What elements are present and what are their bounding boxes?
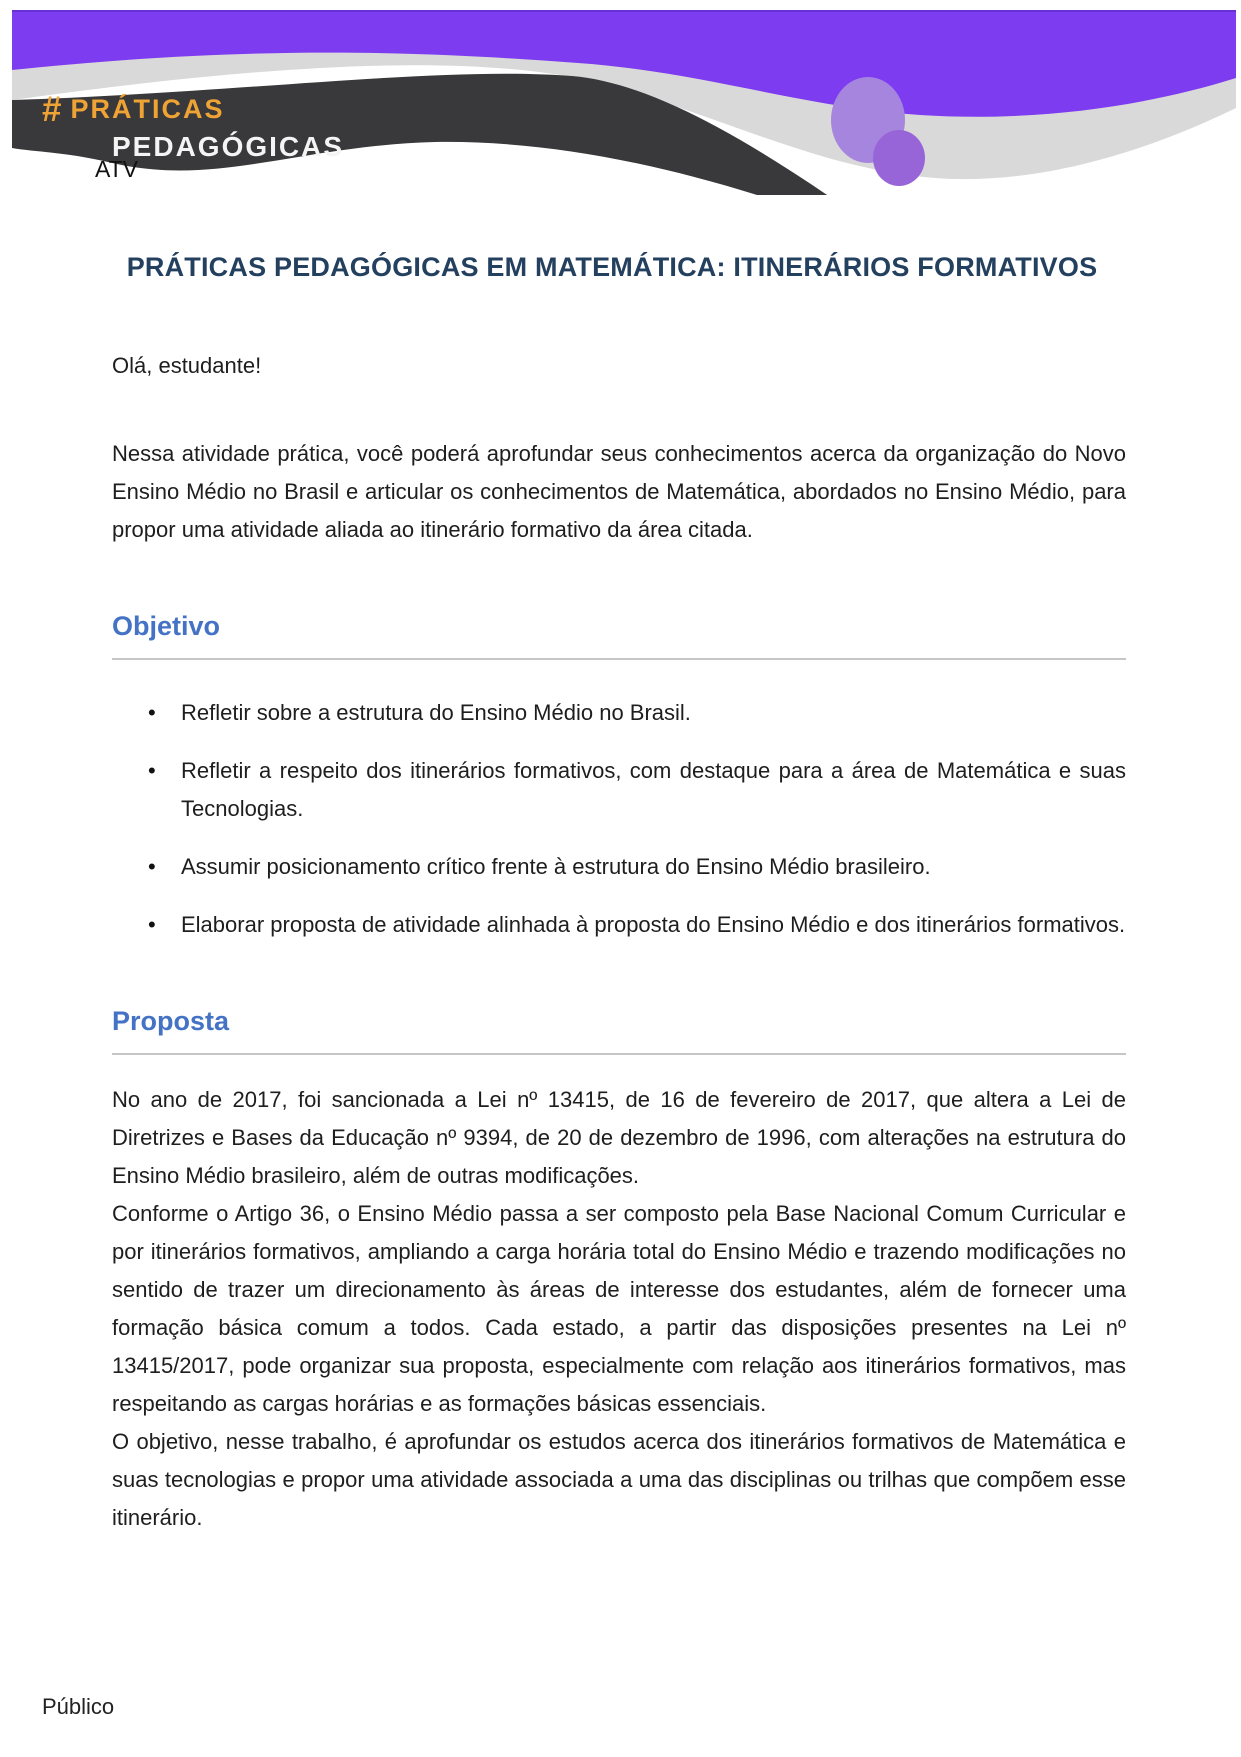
atv-tag: ATV bbox=[95, 156, 139, 182]
praticas-pedagogicas-logo bbox=[42, 92, 344, 161]
header-banner bbox=[0, 0, 1241, 195]
list-item bbox=[148, 752, 1126, 828]
list-item bbox=[148, 848, 1126, 886]
bullet-icon: • bbox=[148, 912, 156, 937]
list-item bbox=[148, 694, 1126, 732]
greeting-text: Olá, estudante! bbox=[112, 353, 262, 378]
classification-label: Público bbox=[42, 1694, 115, 1719]
intro-paragraph: Nessa atividade prática, você poderá aprofundar seus conhecimentos acerca da organização do Novo Ensino Médio no Brasil e articular os conhecimentos de Matemática, abordados no Ensino Médio, para propor uma atividade aliada ao itinerário formativo da área citada. bbox=[112, 441, 1126, 542]
bullet-text: Assumir posicionamento crítico frente à estrutura do Ensino Médio brasileiro. bbox=[181, 854, 931, 879]
body-paragraph: Conforme o Artigo 36, o Ensino Médio passa a ser composto pela Base Nacional Comum Curricular e por itinerários formativos, ampliando a carga horária total do Ensino Médio e trazendo modificações no sentido de trazer um direcionamento às áreas de interesse dos estudantes, além de fornecer uma formação básica comum a todos. Cada estado, a partir das disposições presentes na Lei nº 13415/2017, pode organizar sua proposta, especialmente com relação aos itinerários formativos, mas respeitando as cargas horárias e as formações básicas essenciais. bbox=[112, 1201, 1126, 1416]
logo-word-praticas: PRÁTICAS bbox=[70, 94, 225, 124]
logo-word-pedagogicas: PEDAGÓGICAS bbox=[112, 131, 345, 162]
body-paragraph: No ano de 2017, foi sancionada a Lei nº 13415, de 16 de fevereiro de 2017, que altera a Lei de Diretrizes e Bases da Educação nº 9394, de 20 de dezembro de 1996, com alterações na estrutura do Ensino Médio brasileiro, além de outras modificações. bbox=[112, 1087, 1126, 1188]
document-content bbox=[0, 252, 1241, 1537]
section-heading-objetivo: Objetivo bbox=[112, 611, 221, 641]
bullet-icon: • bbox=[148, 854, 156, 879]
bullet-text: Elaborar proposta de atividade alinhada à proposta do Ensino Médio e dos itinerários formativos. bbox=[181, 912, 1126, 937]
bullet-text: Refletir a respeito dos itinerários formativos, com destaque para a área de Matemática e suas Tecnologias. bbox=[181, 758, 1126, 821]
proposta-body bbox=[112, 1081, 1126, 1537]
bullet-icon: • bbox=[148, 700, 156, 725]
hashtag-icon: # bbox=[42, 90, 64, 129]
list-item bbox=[148, 906, 1126, 944]
objetivo-bullet-list bbox=[112, 694, 1126, 944]
decorative-circle-small bbox=[873, 130, 925, 186]
section-divider bbox=[112, 1053, 1126, 1055]
bullet-icon: • bbox=[148, 758, 156, 783]
page-title: PRÁTICAS PEDAGÓGICAS EM MATEMÁTICA: ITINERÁRIOS FORMATIVOS bbox=[126, 252, 1098, 282]
logo-line1 bbox=[42, 92, 344, 127]
section-heading-proposta: Proposta bbox=[112, 1006, 230, 1036]
body-paragraph: O objetivo, nesse trabalho, é aprofundar os estudos acerca dos itinerários formativos de Matemática e suas tecnologias e propor uma atividade associada a uma das disciplinas ou trilhas que compõem esse itinerário. bbox=[112, 1429, 1126, 1530]
bullet-text: Refletir sobre a estrutura do Ensino Médio no Brasil. bbox=[181, 700, 691, 725]
section-divider bbox=[112, 658, 1126, 660]
